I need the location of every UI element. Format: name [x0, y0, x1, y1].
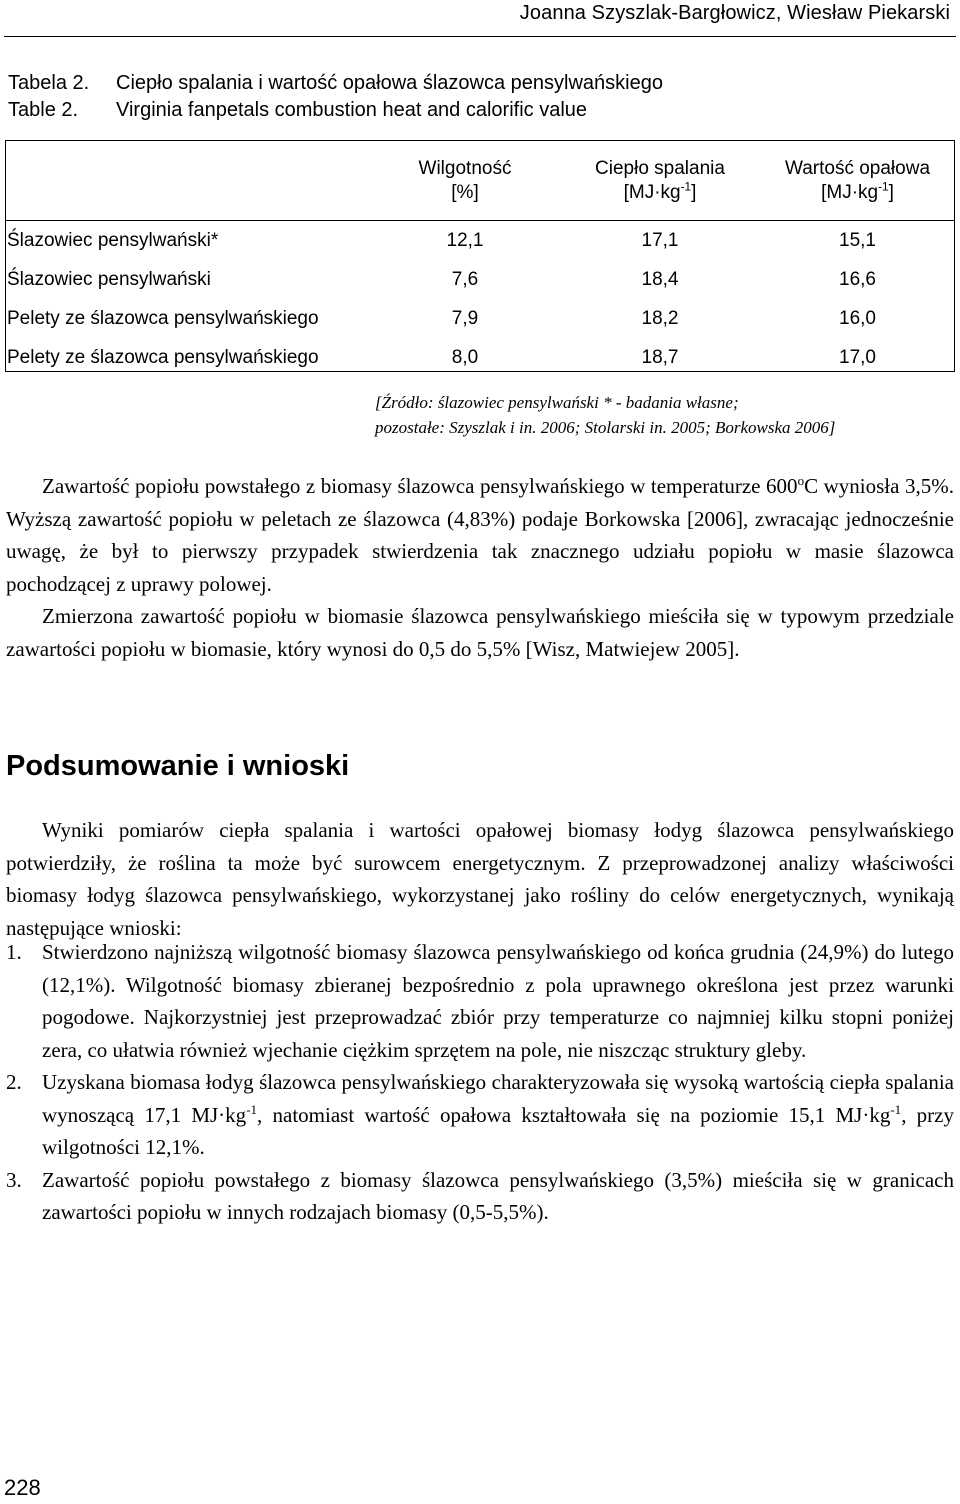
conclusion2-sup-2: -1: [890, 1101, 902, 1117]
header-combustion-heat: Ciepło spalania: [595, 158, 725, 179]
section-heading: Podsumowanie i wnioski: [6, 750, 350, 782]
row-moisture: 7,9: [451, 307, 479, 329]
table-caption-english: [8, 99, 587, 122]
caption-label-english: Table 2.: [8, 99, 79, 121]
unit-combustion-sup: -1: [680, 180, 692, 194]
unit-combustion-post: ]: [691, 182, 697, 203]
row-calorific-value: 17,0: [839, 346, 876, 368]
unit-calorific-pre: [MJ·kg: [821, 182, 879, 203]
ash-text-c: Zmierzona zawartość popiołu w biomasie ślazowca pensylwańskiego mieściła się w typowym przedziale zawartości popiołu w biomasie, który wynosi do 0,5 do 5,5% [Wisz, Matwiejew 2005].: [6, 604, 954, 661]
conclusion2-text-a: Uzyskana biomasa łodyg ślazowca pensylwańskiego charakteryzowała się wysoką wartością ciepła spalania wynoszącą 17,1 MJ·kg: [42, 1070, 954, 1127]
table-row: [5, 260, 955, 299]
caption-text-english: Virginia fanpetals combustion heat and calorific value: [116, 99, 588, 121]
row-name: Pelety ze ślazowca pensylwańskiego: [7, 307, 319, 329]
list-item: [6, 1164, 954, 1229]
summary-text: Wyniki pomiarów ciepła spalania i wartości opałowej biomasy łodyg ślazowca pensylwańskiego potwierdziły, że roślina ta może być surowcem energetycznym. Z przeprowadzonej analizy właściwości biomasy łodyg ślazowca pensylwańskiego, wykorzystanej jako rośliny do celów energetycznych, wynikają następujące wnioski:: [6, 818, 954, 940]
list-item: [6, 1066, 954, 1164]
table-row: [5, 299, 955, 338]
row-combustion-heat: 18,2: [641, 307, 679, 329]
row-moisture: 7,6: [451, 268, 479, 290]
table-row: [5, 221, 955, 261]
unit-calorific-sup: -1: [878, 180, 889, 194]
source-line-1: [Źródło: ślazowiec pensylwański * - badania własne;: [375, 393, 739, 412]
table-source-note: [375, 390, 955, 440]
row-name: Ślazowiec pensylwański*: [7, 229, 219, 251]
unit-combustion-pre: [MJ·kg: [623, 182, 681, 203]
caption-text-polish: Ciepło spalania i wartość opałowa ślazowca pensylwańskiego: [116, 72, 663, 94]
header-moisture: Wilgotność: [418, 158, 512, 179]
running-head-authors: Joanna Szyszlak-Bargłowicz, Wiesław Piekarski: [519, 2, 950, 24]
row-name: Ślazowiec pensylwański: [7, 268, 211, 290]
list-item-text: Zawartość popiołu powstałego z biomasy ślazowca pensylwańskiego (3,5%) mieściła się w granicach zawartości popiołu w innych rodzajach biomasy (0,5-5,5%).: [42, 1167, 954, 1224]
caption-label-polish: Tabela 2.: [8, 72, 90, 94]
conclusion2-sup-1: -1: [246, 1101, 258, 1117]
conclusion2-text-c: , przy wilgotności 12,1%.: [42, 1102, 954, 1159]
row-moisture: 12,1: [446, 229, 484, 251]
unit-calorific-value: [760, 180, 955, 221]
row-calorific-value: 16,6: [839, 268, 876, 290]
list-item-number: 1.: [6, 940, 22, 964]
row-name: Pelety ze ślazowca pensylwańskiego: [7, 346, 319, 368]
unit-combustion-heat: [560, 180, 760, 221]
row-combustion-heat: 18,4: [641, 268, 679, 290]
list-item-number: 2.: [6, 1070, 22, 1094]
header-empty-cell: [5, 140, 370, 180]
table-caption-polish: [8, 72, 663, 95]
row-calorific-value: 15,1: [839, 229, 876, 251]
ash-text-a: Zawartość popiołu powstałego z biomasy ślazowca pensylwańskiego w temperaturze 600: [42, 474, 798, 498]
unit-empty-cell: [5, 180, 370, 221]
row-combustion-heat: 17,1: [641, 229, 679, 251]
conclusions-list: [6, 936, 954, 1229]
body-paragraph-ash: [6, 470, 954, 665]
list-item: [6, 936, 954, 1066]
list-item-text: Stwierdzono najniższą wilgotność biomasy ślazowca pensylwańskiego od końca grudnia (24,9%) do lutego (12,1%). Wilgotność biomasy zbieranej bezpośrednio z pola uprawnego określona jest przez warunki pogodowe. Najkorzystniej jest przeprowadzać zbiór przy temperaturze co najmniej kilku stopni poniżej zera, co ułatwia również wjechanie ciężkim sprzętem na pole, nie niszcząc struktury gleby.: [42, 940, 954, 1062]
list-item-number: 3.: [6, 1167, 22, 1192]
row-calorific-value: 16,0: [839, 307, 876, 329]
row-moisture: 8,0: [451, 346, 479, 368]
data-table: [5, 140, 955, 377]
row-combustion-heat: 18,7: [641, 346, 679, 368]
ash-text-b: C wyniosła 3,5%. Wyższą zawartość popiołu w peletach ze ślazowca (4,83%) podaje Borkowska [2006], zwracając jednocześnie uwagę, że był to pierwszy przypadek stwierdzenia tak znacznego udziału popiołu w masie ślazowca pochodzącej z uprawy polowej.: [6, 474, 955, 596]
source-line-2: pozostałe: Szyszlak i in. 2006; Stolarski in. 2005; Borkowska 2006]: [375, 418, 836, 437]
conclusion2-text-b: , natomiast wartość opałowa kształtowała się na poziomie 15,1 MJ·kg: [257, 1102, 891, 1127]
table-unit-row: [5, 180, 955, 221]
list-item-text: [42, 1066, 954, 1164]
degree-sup: o: [797, 473, 805, 488]
unit-calorific-post: ]: [888, 182, 894, 203]
header-calorific-value: Wartość opałowa: [784, 158, 931, 179]
page-number: 228: [4, 1475, 41, 1500]
table-header-row: [5, 140, 955, 180]
unit-moisture: [370, 180, 560, 221]
header-rule: [4, 36, 956, 37]
body-paragraph-summary: [6, 814, 954, 944]
unit-moisture-text: [%]: [451, 182, 479, 203]
table-row: [5, 338, 955, 377]
